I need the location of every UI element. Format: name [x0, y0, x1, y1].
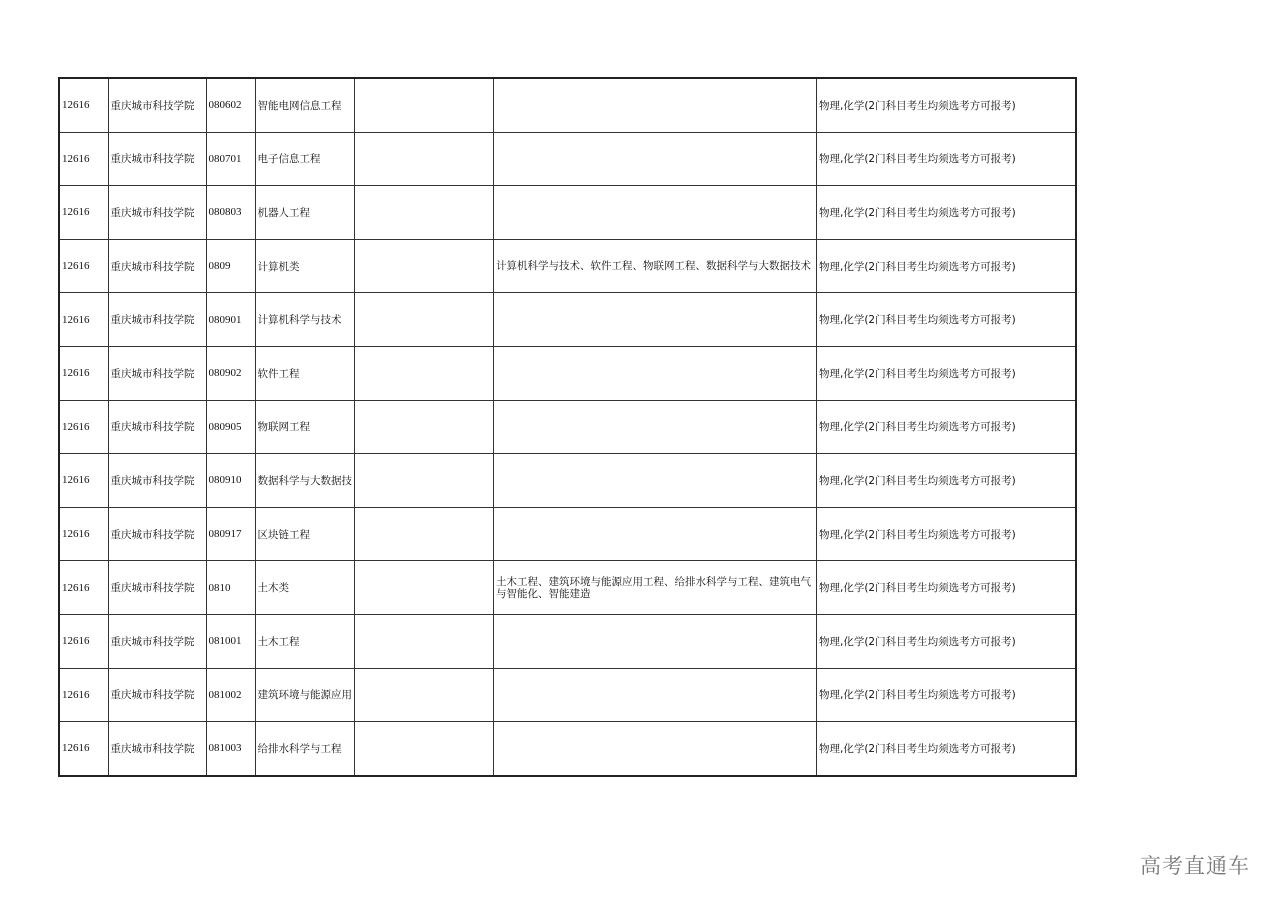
major-name-cell: 软件工程	[255, 346, 355, 400]
major-code-cell: 081002	[206, 668, 255, 722]
note-cell	[355, 400, 494, 454]
major-code-cell: 080905	[206, 400, 255, 454]
school-code-cell: 12616	[59, 507, 108, 561]
major-name-cell: 数据科学与大数据技	[255, 454, 355, 508]
subject-requirement-cell: 物理,化学(2门科目考生均须选考方可报考)	[817, 454, 1076, 508]
major-code-cell: 0809	[206, 239, 255, 293]
school-code-cell: 12616	[59, 722, 108, 776]
included-majors-cell	[494, 186, 817, 240]
school-name-cell: 重庆城市科技学院	[108, 132, 206, 186]
subject-requirement-cell: 物理,化学(2门科目考生均须选考方可报考)	[817, 668, 1076, 722]
school-code-cell: 12616	[59, 293, 108, 347]
school-name-cell: 重庆城市科技学院	[108, 614, 206, 668]
major-code-cell: 080701	[206, 132, 255, 186]
subject-requirement-cell: 物理,化学(2门科目考生均须选考方可报考)	[817, 614, 1076, 668]
major-name-cell: 计算机科学与技术	[255, 293, 355, 347]
major-name-cell: 区块链工程	[255, 507, 355, 561]
table-row	[59, 293, 1076, 347]
school-code-cell: 12616	[59, 78, 108, 132]
note-cell	[355, 614, 494, 668]
included-majors-cell: 计算机科学与技术、软件工程、物联网工程、数据科学与大数据技术	[494, 239, 817, 293]
school-name-cell: 重庆城市科技学院	[108, 400, 206, 454]
subject-requirement-cell: 物理,化学(2门科目考生均须选考方可报考)	[817, 400, 1076, 454]
included-majors-cell	[494, 346, 817, 400]
admissions-table	[58, 77, 1077, 777]
table-row	[59, 561, 1076, 615]
major-code-cell: 080910	[206, 454, 255, 508]
school-name-cell: 重庆城市科技学院	[108, 668, 206, 722]
included-majors-cell	[494, 722, 817, 776]
note-cell	[355, 454, 494, 508]
table-row	[59, 346, 1076, 400]
included-majors-cell	[494, 293, 817, 347]
school-code-cell: 12616	[59, 132, 108, 186]
note-cell	[355, 668, 494, 722]
table-row	[59, 668, 1076, 722]
major-code-cell: 080803	[206, 186, 255, 240]
note-cell	[355, 346, 494, 400]
major-name-cell: 智能电网信息工程	[255, 78, 355, 132]
table-row	[59, 186, 1076, 240]
school-code-cell: 12616	[59, 614, 108, 668]
major-code-cell: 0810	[206, 561, 255, 615]
included-majors-cell	[494, 400, 817, 454]
table-row	[59, 400, 1076, 454]
watermark-text: 高考直通车	[1140, 854, 1250, 878]
major-code-cell: 080902	[206, 346, 255, 400]
included-majors-cell	[494, 454, 817, 508]
school-name-cell: 重庆城市科技学院	[108, 293, 206, 347]
major-name-cell: 物联网工程	[255, 400, 355, 454]
note-cell	[355, 507, 494, 561]
school-name-cell: 重庆城市科技学院	[108, 346, 206, 400]
table-row	[59, 78, 1076, 132]
school-code-cell: 12616	[59, 668, 108, 722]
school-code-cell: 12616	[59, 561, 108, 615]
note-cell	[355, 722, 494, 776]
table-body	[59, 78, 1076, 776]
subject-requirement-cell: 物理,化学(2门科目考生均须选考方可报考)	[817, 186, 1076, 240]
table-row	[59, 722, 1076, 776]
major-name-cell: 土木工程	[255, 614, 355, 668]
note-cell	[355, 186, 494, 240]
subject-requirement-cell: 物理,化学(2门科目考生均须选考方可报考)	[817, 346, 1076, 400]
school-name-cell: 重庆城市科技学院	[108, 507, 206, 561]
school-name-cell: 重庆城市科技学院	[108, 561, 206, 615]
school-name-cell: 重庆城市科技学院	[108, 239, 206, 293]
table-row	[59, 239, 1076, 293]
school-code-cell: 12616	[59, 186, 108, 240]
school-code-cell: 12616	[59, 239, 108, 293]
note-cell	[355, 239, 494, 293]
included-majors-cell	[494, 132, 817, 186]
major-name-cell: 土木类	[255, 561, 355, 615]
subject-requirement-cell: 物理,化学(2门科目考生均须选考方可报考)	[817, 132, 1076, 186]
school-name-cell: 重庆城市科技学院	[108, 78, 206, 132]
school-code-cell: 12616	[59, 454, 108, 508]
table-row	[59, 132, 1076, 186]
table-row	[59, 454, 1076, 508]
school-code-cell: 12616	[59, 400, 108, 454]
subject-requirement-cell: 物理,化学(2门科目考生均须选考方可报考)	[817, 239, 1076, 293]
included-majors-cell	[494, 507, 817, 561]
school-name-cell: 重庆城市科技学院	[108, 722, 206, 776]
major-code-cell: 080602	[206, 78, 255, 132]
note-cell	[355, 132, 494, 186]
note-cell	[355, 561, 494, 615]
table-row	[59, 507, 1076, 561]
included-majors-cell	[494, 668, 817, 722]
major-name-cell: 建筑环境与能源应用	[255, 668, 355, 722]
subject-requirement-cell: 物理,化学(2门科目考生均须选考方可报考)	[817, 78, 1076, 132]
note-cell	[355, 293, 494, 347]
school-name-cell: 重庆城市科技学院	[108, 186, 206, 240]
note-cell	[355, 78, 494, 132]
included-majors-cell: 土木工程、建筑环境与能源应用工程、给排水科学与工程、建筑电气与智能化、智能建造	[494, 561, 817, 615]
table-row	[59, 614, 1076, 668]
subject-requirement-cell: 物理,化学(2门科目考生均须选考方可报考)	[817, 507, 1076, 561]
subject-requirement-cell: 物理,化学(2门科目考生均须选考方可报考)	[817, 722, 1076, 776]
major-code-cell: 081001	[206, 614, 255, 668]
school-code-cell: 12616	[59, 346, 108, 400]
major-code-cell: 081003	[206, 722, 255, 776]
included-majors-cell	[494, 78, 817, 132]
major-name-cell: 电子信息工程	[255, 132, 355, 186]
subject-requirement-cell: 物理,化学(2门科目考生均须选考方可报考)	[817, 293, 1076, 347]
major-code-cell: 080901	[206, 293, 255, 347]
included-majors-cell	[494, 614, 817, 668]
subject-requirement-cell: 物理,化学(2门科目考生均须选考方可报考)	[817, 561, 1076, 615]
major-code-cell: 080917	[206, 507, 255, 561]
school-name-cell: 重庆城市科技学院	[108, 454, 206, 508]
major-name-cell: 计算机类	[255, 239, 355, 293]
major-name-cell: 给排水科学与工程	[255, 722, 355, 776]
major-name-cell: 机器人工程	[255, 186, 355, 240]
